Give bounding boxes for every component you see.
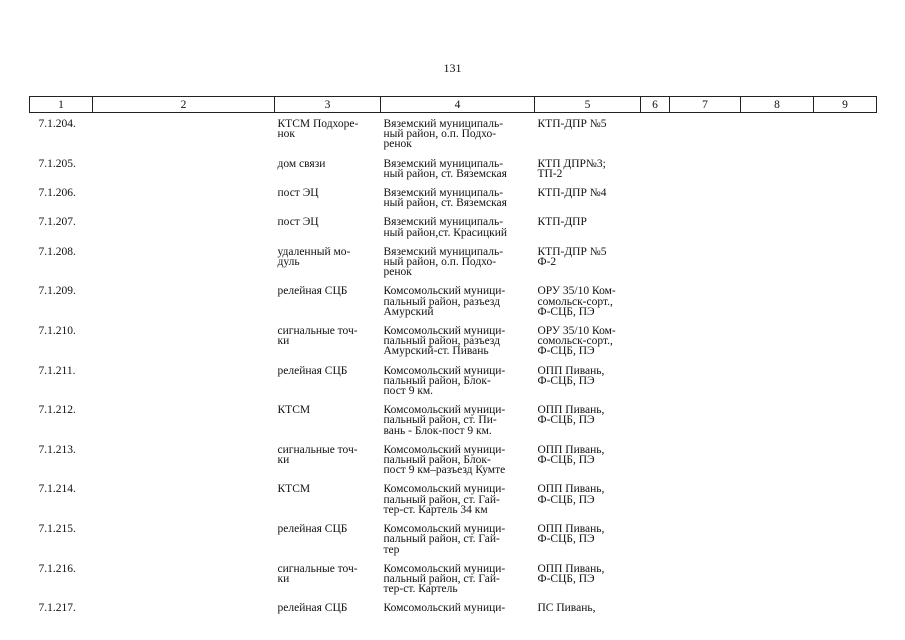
cell-column-9 — [814, 280, 877, 320]
table-row — [30, 211, 877, 240]
cell-object: релейная СЦБ — [277, 523, 348, 536]
cell-item-number: 7.1.209. — [38, 285, 76, 298]
table-row — [30, 113, 877, 153]
cell-item-number: 7.1.216. — [38, 562, 76, 575]
cell-column-9 — [814, 182, 877, 211]
cell-column-6 — [641, 439, 670, 479]
table-row — [30, 182, 877, 211]
cell-column-2 — [93, 478, 275, 518]
table-header — [30, 97, 877, 113]
cell-column-7 — [670, 241, 741, 281]
cell-column-8 — [741, 399, 814, 439]
cell-column-2 — [93, 399, 275, 439]
cell-item-number: 7.1.217. — [38, 602, 76, 615]
cell-column-2 — [93, 439, 275, 479]
cell-column-8 — [741, 280, 814, 320]
cell-column-8 — [741, 439, 814, 479]
cell-column-9 — [814, 558, 877, 598]
cell-column-2 — [93, 320, 275, 360]
cell-object: КТСМ — [277, 404, 311, 417]
cell-column-9 — [814, 597, 877, 616]
cell-item-number: 7.1.210. — [38, 325, 76, 338]
table-row — [30, 597, 877, 616]
cell-object: релейная СЦБ — [277, 364, 348, 377]
cell-power-source: ОПП Пивань, Ф-СЦБ, ПЭ — [537, 523, 605, 546]
cell-power-source: КТП-ДПР №5 Ф-2 — [537, 245, 607, 269]
column-header-4: 4 — [381, 97, 535, 113]
cell-item-number: 7.1.206. — [38, 187, 76, 200]
cell-location: Комсомольский муници- пальный район, ст. Гай- тер-ст. Картель — [383, 562, 506, 596]
cell-column-7 — [670, 399, 741, 439]
cell-column-9 — [814, 518, 877, 558]
cell-location: Комсомольский муници- пальный район, ст. Гай- тер — [383, 523, 506, 556]
cell-object: пост ЭЦ — [277, 216, 319, 229]
cell-column-2 — [93, 241, 275, 281]
column-header-2: 2 — [93, 97, 275, 113]
cell-column-6 — [641, 360, 670, 400]
cell-item-number: 7.1.211. — [38, 364, 76, 377]
cell-column-9 — [814, 320, 877, 360]
cell-location: Комсомольский муници- пальный район, разъезд Амурский-ст. Пивань — [383, 325, 506, 358]
cell-column-8 — [741, 597, 814, 616]
table-row — [30, 439, 877, 479]
cell-column-6 — [641, 113, 670, 153]
cell-column-8 — [741, 153, 814, 182]
cell-column-2 — [93, 360, 275, 400]
cell-column-7 — [670, 518, 741, 558]
table-row — [30, 241, 877, 281]
cell-location: Вяземский муниципаль- ный район, ст. Вяземская — [383, 187, 507, 210]
cell-item-number: 7.1.204. — [38, 118, 76, 130]
cell-column-9 — [814, 113, 877, 153]
cell-object: КТСМ Подхоре- нок — [277, 118, 359, 141]
cell-column-6 — [641, 558, 670, 598]
cell-column-8 — [741, 558, 814, 598]
cell-location: Комсомольский муници- — [383, 602, 506, 615]
table-row — [30, 558, 877, 598]
table-row — [30, 153, 877, 182]
cell-column-2 — [93, 153, 275, 182]
cell-power-source: КТП-ДПР №4 — [537, 187, 607, 200]
cell-power-source: ОРУ 35/10 Ком- сомольск-сорт., Ф-СЦБ, ПЭ — [537, 325, 616, 358]
cell-power-source: ОПП Пивань, Ф-СЦБ, ПЭ — [537, 483, 605, 506]
cell-column-8 — [741, 320, 814, 360]
cell-column-7 — [670, 153, 741, 182]
cell-column-8 — [741, 182, 814, 211]
cell-column-7 — [670, 182, 741, 211]
table-row — [30, 320, 877, 360]
cell-column-2 — [93, 518, 275, 558]
cell-item-number: 7.1.205. — [38, 157, 76, 170]
cell-location: Комсомольский муници- пальный район, Блок- пост 9 км. — [383, 364, 506, 398]
cell-column-7 — [670, 360, 741, 400]
cell-column-8 — [741, 241, 814, 281]
cell-location: Вяземский муниципаль- ный район, о.п. Подхо- ренок — [383, 245, 504, 279]
cell-column-6 — [641, 399, 670, 439]
table-row — [30, 518, 877, 558]
cell-column-6 — [641, 211, 670, 240]
cell-column-8 — [741, 518, 814, 558]
column-header-1: 1 — [30, 97, 93, 113]
table-row — [30, 399, 877, 439]
cell-column-2 — [93, 558, 275, 598]
cell-power-source: ОПП Пивань, Ф-СЦБ, ПЭ — [537, 562, 605, 585]
cell-column-6 — [641, 280, 670, 320]
cell-column-2 — [93, 113, 275, 153]
cell-column-2 — [93, 597, 275, 616]
column-header-6: 6 — [641, 97, 670, 113]
cell-column-2 — [93, 182, 275, 211]
cell-location: Вяземский муниципаль- ный район,ст. Красицкий — [383, 216, 508, 239]
cell-item-number: 7.1.207. — [38, 216, 76, 229]
column-header-8: 8 — [741, 97, 814, 113]
cell-item-number: 7.1.212. — [38, 404, 76, 417]
cell-object: релейная СЦБ — [277, 285, 348, 298]
table-row — [30, 360, 877, 400]
column-header-7: 7 — [670, 97, 741, 113]
cell-column-6 — [641, 478, 670, 518]
cell-object: пост ЭЦ — [277, 187, 319, 200]
cell-column-6 — [641, 153, 670, 182]
cell-item-number: 7.1.208. — [38, 245, 76, 258]
cell-location: Комсомольский муници- пальный район, ст. Пи- вань - Блок-пост 9 км. — [383, 404, 506, 437]
cell-column-6 — [641, 597, 670, 616]
cell-power-source: КТП-ДПР №5 — [537, 118, 607, 130]
cell-column-9 — [814, 478, 877, 518]
cell-power-source: ОРУ 35/10 Ком- сомольск-сорт., Ф-СЦБ, ПЭ — [537, 285, 616, 318]
cell-column-2 — [93, 280, 275, 320]
cell-column-8 — [741, 478, 814, 518]
cell-column-7 — [670, 211, 741, 240]
cell-object: релейная СЦБ — [277, 602, 348, 615]
cell-item-number: 7.1.213. — [38, 443, 76, 456]
cell-column-9 — [814, 153, 877, 182]
cell-column-2 — [93, 211, 275, 240]
cell-power-source: КТП-ДПР — [537, 216, 587, 229]
cell-location: Комсомольский муници- пальный район, ст. Гай- тер-ст. Картель 34 км — [383, 483, 506, 516]
cell-column-6 — [641, 518, 670, 558]
cell-column-7 — [670, 320, 741, 360]
cell-object: КТСМ — [277, 483, 311, 496]
cell-column-9 — [814, 399, 877, 439]
cell-column-7 — [670, 597, 741, 616]
cell-object: сигнальные точ- ки — [277, 443, 358, 467]
cell-column-6 — [641, 241, 670, 281]
document-table — [29, 96, 877, 617]
cell-location: Комсомольский муници- пальный район, Блок- пост 9 км–разъезд Кумте — [383, 443, 506, 477]
cell-column-7 — [670, 280, 741, 320]
page-number: 131 — [443, 61, 462, 75]
cell-column-9 — [814, 360, 877, 400]
cell-location: Вяземский муниципаль- ный район, о.п. Подхо- ренок — [383, 118, 504, 151]
cell-object: удаленный мо- дуль — [277, 245, 351, 269]
cell-column-6 — [641, 320, 670, 360]
cell-object: сигнальные точ- ки — [277, 325, 358, 348]
cell-column-9 — [814, 211, 877, 240]
cell-column-8 — [741, 113, 814, 153]
cell-object: дом связи — [277, 157, 326, 170]
cell-column-9 — [814, 241, 877, 281]
cell-location: Вяземский муниципаль- ный район, ст. Вяземская — [383, 157, 507, 180]
column-header-3: 3 — [275, 97, 381, 113]
cell-item-number: 7.1.215. — [38, 523, 76, 536]
cell-power-source: ОПП Пивань, Ф-СЦБ, ПЭ — [537, 404, 605, 427]
cell-column-7 — [670, 558, 741, 598]
cell-object: сигнальные точ- ки — [277, 562, 358, 585]
cell-column-7 — [670, 478, 741, 518]
table-row — [30, 478, 877, 518]
table-row — [30, 280, 877, 320]
cell-power-source: ПС Пивань, — [537, 602, 596, 615]
cell-power-source: ОПП Пивань, Ф-СЦБ, ПЭ — [537, 364, 605, 387]
cell-item-number: 7.1.214. — [38, 483, 76, 496]
column-header-9: 9 — [814, 97, 877, 113]
cell-column-6 — [641, 182, 670, 211]
cell-column-7 — [670, 439, 741, 479]
cell-power-source: КТП ДПР№3; ТП-2 — [537, 157, 606, 180]
table-body — [30, 113, 877, 617]
cell-column-9 — [814, 439, 877, 479]
cell-column-8 — [741, 211, 814, 240]
cell-location: Комсомольский муници- пальный район, разъезд Амурский — [383, 285, 506, 318]
cell-power-source: ОПП Пивань, Ф-СЦБ, ПЭ — [537, 443, 605, 467]
cell-column-8 — [741, 360, 814, 400]
header-row — [30, 97, 877, 113]
column-header-5: 5 — [535, 97, 641, 113]
cell-column-7 — [670, 113, 741, 153]
